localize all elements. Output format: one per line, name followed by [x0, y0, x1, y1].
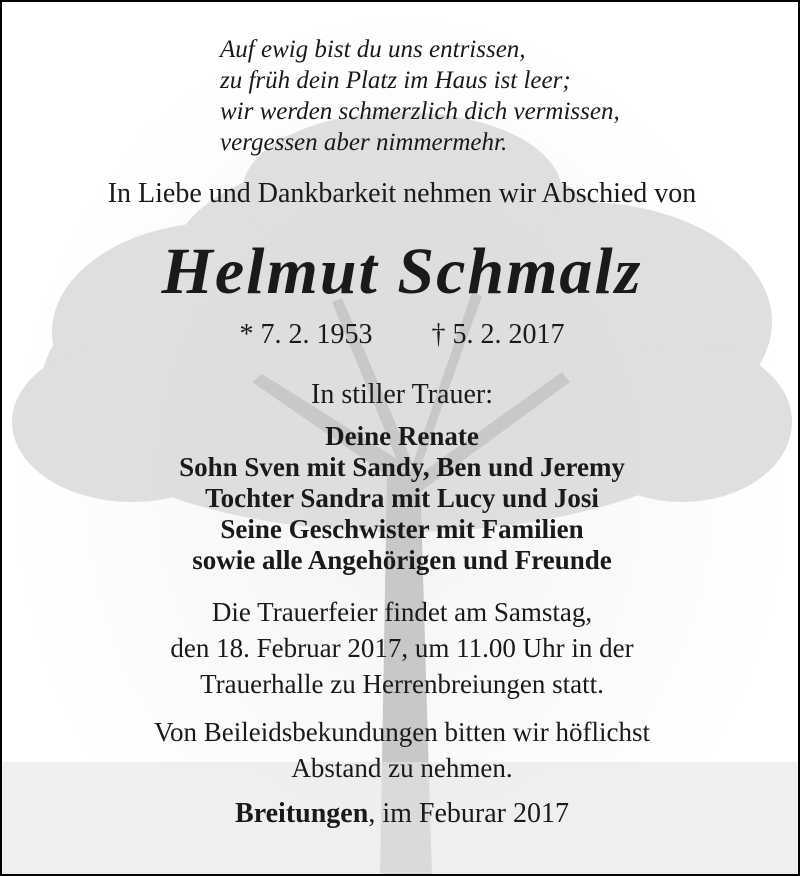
intro-text: In Liebe und Dankbarkeit nehmen wir Abschied von [107, 178, 697, 209]
place-date [2, 798, 800, 830]
poem-line: Auf ewig bist du uns entrissen, [220, 36, 526, 63]
poem-line: vergessen aber nimmermehr. [220, 129, 508, 156]
death-date: † 5. 2. 2017 [431, 319, 565, 350]
place-name: Breitungen [235, 798, 369, 829]
funeral-line: Die Trauerfeier findet am Samstag, [211, 597, 593, 627]
condolence-note [2, 714, 800, 786]
family-line: Tochter Sandra mit Lucy und Josi [205, 483, 599, 513]
family-line: sowie alle Angehörigen und Freunde [192, 545, 612, 575]
birth-date: * 7. 2. 1953 [239, 319, 373, 350]
family-line: Seine Geschwister mit Familien [220, 514, 584, 544]
poem-line: wir werden schmerzlich dich vermissen, [220, 98, 620, 125]
funeral-info [2, 594, 800, 702]
mourning-label: In stiller Trauer: [311, 379, 493, 410]
poem-line: zu früh dein Platz im Haus ist leer; [220, 67, 571, 94]
family-line: Deine Renate [325, 421, 479, 451]
funeral-line: Trauerhalle zu Herrenbreiungen statt. [200, 669, 604, 699]
life-dates [2, 319, 800, 351]
deceased-name: Helmut Schmalz [161, 235, 643, 308]
place-date-text: , im Feburar 2017 [368, 798, 569, 829]
condolence-line: Von Beileidsbekundungen bitten wir höflichst [154, 717, 650, 747]
condolence-line: Abstand zu nehmen. [291, 753, 513, 783]
poem [220, 34, 620, 158]
funeral-line: den 18. Februar 2017, um 11.00 Uhr in der [170, 633, 634, 663]
family-line: Sohn Sven mit Sandy, Ben und Jeremy [179, 452, 625, 482]
family-list [2, 421, 800, 576]
